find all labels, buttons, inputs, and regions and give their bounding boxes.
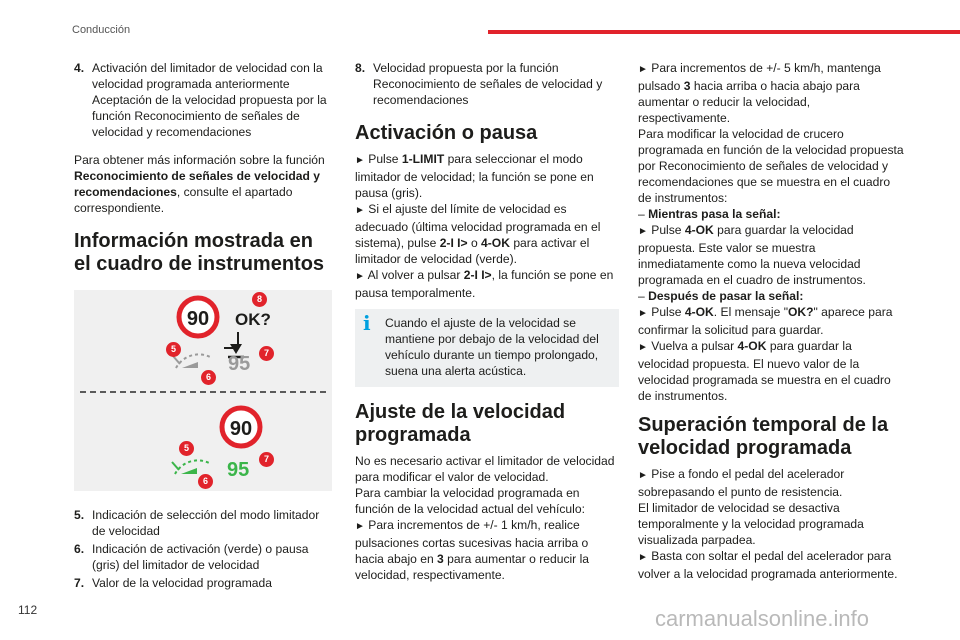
section-title: Conducción <box>72 24 131 36</box>
programmed-speed-active: 95 <box>227 459 250 481</box>
text-span: hacia arriba o hacia abajo para aumentar o reducir la velocidad, respectivamente. <box>638 79 860 125</box>
callout-8: 8 <box>252 292 267 307</box>
heading-activation: Activación o pausa <box>355 122 538 144</box>
arrow-icon: ► <box>638 226 648 237</box>
step-pause <box>355 267 619 301</box>
heading-temporary-override: Superación temporal de la velocidad programada <box>638 414 889 459</box>
step-accelerate <box>638 466 904 500</box>
bold-span: 4-OK <box>684 305 714 319</box>
subheading-after-passing <box>638 288 904 304</box>
list-text: Activación del limitador de velocidad con la velocidad programada anteriormente Aceptación de la velocidad propuesta por la función Reconocimiento de señales de velocidad y recomendaciones <box>92 61 327 139</box>
text-span: – <box>638 207 649 221</box>
list-number: 7. <box>74 576 85 590</box>
arrow-icon: ► <box>638 342 648 353</box>
bold-span: OK? <box>788 305 814 319</box>
text-span: para guardar la velocidad propuesta. El nuevo valor de la velocidad programada se muestra en el cuadro de instrumentos. <box>638 339 891 403</box>
step-confirm-ok <box>638 304 904 338</box>
arrow-icon: ► <box>638 308 648 319</box>
subheading-while-passing <box>638 206 904 222</box>
speed-sign-bottom-value: 90 <box>229 418 253 440</box>
column-3 <box>638 60 904 592</box>
list-number: 8. <box>355 61 366 75</box>
list-text: Indicación de selección del modo limitador de velocidad <box>92 508 320 538</box>
figure-divider <box>80 391 326 393</box>
step-save-while-passing <box>638 222 904 288</box>
text-span: , consulte el apartado correspondiente. <box>74 185 293 215</box>
arrow-icon: ► <box>355 205 365 216</box>
text-span: Pulse <box>364 152 402 166</box>
bold-span: 2-I I> <box>439 236 468 250</box>
text-span: para guardar la velocidad propuesta. Este valor se muestra inmediatamente como la nueva velocidad programada en el cuadro de instrumentos. <box>638 223 866 287</box>
arrow-icon: ► <box>638 64 648 75</box>
list-text: Valor de la velocidad programada <box>92 576 272 590</box>
bold-span: 1-LIMIT <box>401 152 445 166</box>
bold-span: 2-I I> <box>463 268 492 282</box>
page-number: 112 <box>18 603 38 617</box>
bold-span: Reconocimiento de señales de velocidad y recomendaciones <box>74 169 320 199</box>
list-item-6 <box>74 541 332 573</box>
bold-span: 3 <box>683 79 691 93</box>
list-text: Velocidad propuesta por la función Reconocimiento de señales de velocidad y recomendaciones <box>373 61 603 107</box>
bold-span: 4-OK <box>481 236 510 250</box>
arrow-icon: ► <box>638 552 648 563</box>
list-number: 6. <box>74 542 85 556</box>
bold-span: Después de pasar la señal: <box>648 289 804 303</box>
text-span: o <box>467 236 482 250</box>
arrow-icon: ► <box>355 271 365 282</box>
text-span: Vuelva a pulsar <box>647 339 738 353</box>
instrument-cluster-figure <box>74 290 332 491</box>
heading-adjust-speed: Ajuste de la velocidad programada <box>355 401 566 446</box>
arrow-icon: ► <box>355 521 365 532</box>
text-span: . El mensaje " <box>713 305 788 319</box>
list-number: 5. <box>74 508 85 522</box>
text-span: – <box>638 289 649 303</box>
step-select-mode <box>355 151 619 201</box>
callout-5: 5 <box>179 441 194 456</box>
text-span: para aumentar o reducir la velocidad, respectivamente. <box>355 552 589 582</box>
text-span: Basta con soltar el pedal del acelerador para volver a la velocidad programada anteriormente. <box>638 549 898 581</box>
watermark: carmanualsonline.info <box>655 606 870 631</box>
paragraph-modify-speed: Para modificar la velocidad de crucero programada en función de la velocidad propuesta por Reconocimiento de señales de velocidad y recomendaciones que se muestra en el cuadro de instrumentos: <box>638 127 904 205</box>
text-span: , la función se pone en pausa temporalmente. <box>355 268 614 300</box>
programmed-speed-paused: 95 <box>228 353 251 375</box>
heading-instrument-info: Información mostrada en el cuadro de instrumentos <box>74 230 325 275</box>
list-item-4 <box>74 60 332 140</box>
text-span: Pulse <box>647 223 685 237</box>
text-span: " aparece para confirmar la solicitud para guardar. <box>638 305 893 337</box>
text-span: para activar el limitador de velocidad (verde). <box>355 236 590 266</box>
paragraph-more-info <box>74 152 332 216</box>
ok-message: OK? <box>235 310 271 329</box>
text-span: Pise a fondo el pedal del acelerador sobrepasando el punto de resistencia. <box>638 467 845 499</box>
arrow-icon: ► <box>638 470 648 481</box>
callout-7: 7 <box>259 346 274 361</box>
list-item-7 <box>74 575 332 591</box>
text-span: Si el ajuste del límite de velocidad es adecuado (última velocidad programada en el sistema), pulse <box>355 202 601 250</box>
paragraph-no-activation: No es necesario activar el limitador de velocidad para modificar el valor de velocidad. <box>355 454 615 484</box>
info-note <box>355 309 619 387</box>
list-item-8 <box>355 60 619 108</box>
speed-sign-top-value: 90 <box>186 308 210 330</box>
column-2 <box>355 60 619 593</box>
step-increment-1 <box>355 517 619 583</box>
list-number: 4. <box>74 61 85 75</box>
text-span: Pulse <box>647 305 685 319</box>
bold-span: 4-OK <box>737 339 767 353</box>
step-activate <box>355 201 619 267</box>
callout-7: 7 <box>259 452 274 467</box>
bold-span: 3 <box>437 552 444 566</box>
callout-6: 6 <box>198 474 213 489</box>
step-increment-5 <box>638 60 904 126</box>
text-span: Al volver a pulsar <box>364 268 464 282</box>
text-span: Para obtener más información sobre la función <box>74 153 325 167</box>
list-text: Indicación de activación (verde) o pausa (gris) del limitador de velocidad <box>92 542 309 572</box>
callout-6: 6 <box>201 370 216 385</box>
text-span: para seleccionar el modo limitador de velocidad; la función se pone en pausa (gris). <box>355 152 594 200</box>
header-accent-bar <box>488 30 960 34</box>
step-release-pedal <box>638 548 904 582</box>
column-1 <box>74 60 332 593</box>
bold-span: Mientras pasa la señal: <box>648 207 781 221</box>
step-save-proposed <box>638 338 904 404</box>
list-item-5 <box>74 507 332 539</box>
info-icon: i <box>363 311 371 335</box>
paragraph-change-speed: Para cambiar la velocidad programada en función de la velocidad actual del vehículo: <box>355 486 585 516</box>
text-span: Para incrementos de +/- 1 km/h, realice pulsaciones cortas sucesivas hacia arriba o hacia abajo en <box>355 518 589 566</box>
arrow-icon: ► <box>355 155 365 166</box>
text-span: Para incrementos de +/- 5 km/h, mantenga pulsado <box>638 61 881 93</box>
bold-span: 4-OK <box>684 223 714 237</box>
callout-5: 5 <box>166 342 181 357</box>
note-text: Cuando el ajuste de la velocidad se mantiene por debajo de la velocidad del vehículo durante un tiempo prolongado, suena una alerta acústica. <box>385 316 599 378</box>
paragraph-temporary-deactivation: El limitador de velocidad se desactiva temporalmente y la velocidad programada visualizada parpadea. <box>638 501 864 547</box>
